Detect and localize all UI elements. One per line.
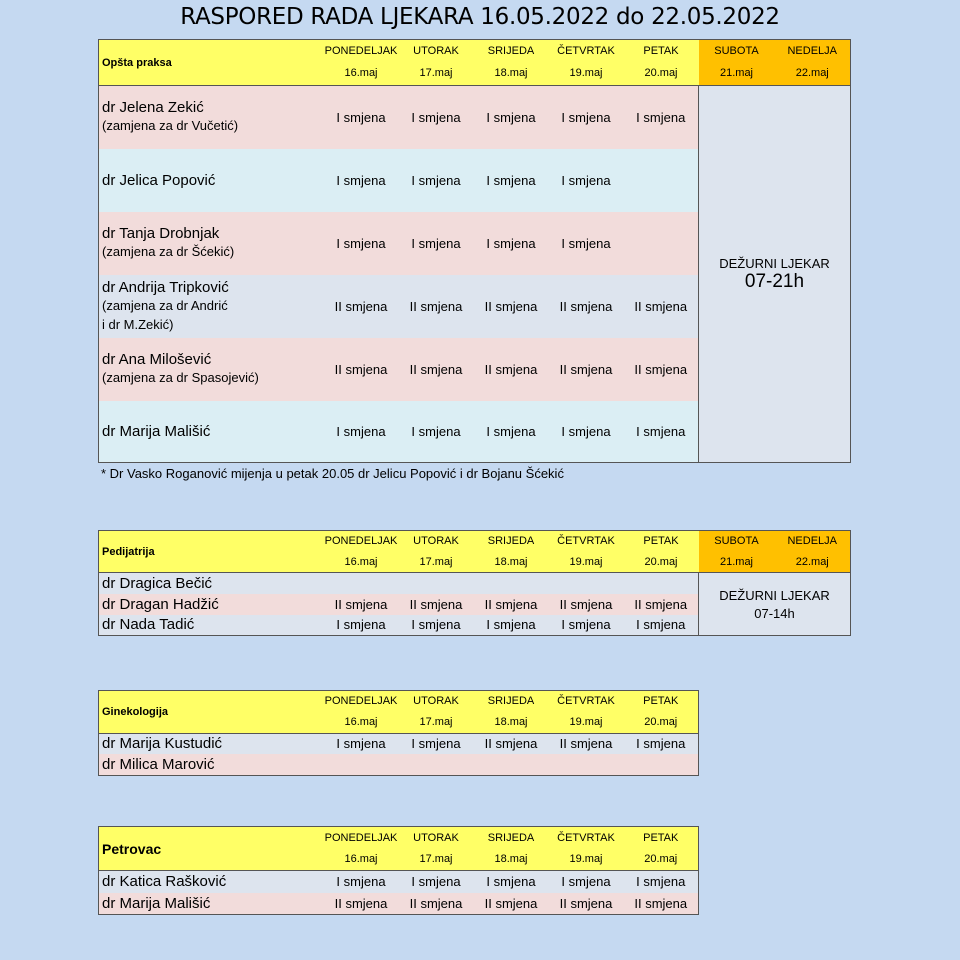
doctor-name: dr Ana Milošević — [102, 351, 212, 368]
date-header: 18.maj — [474, 712, 549, 733]
shift-cell: II smjena — [399, 275, 474, 338]
doctor-name: dr Dragan Hadžić — [99, 594, 324, 615]
shift-cell: I smjena — [324, 871, 399, 893]
shift-cell: II smjena — [324, 594, 399, 615]
doctor-name: dr Dragica Bečić — [99, 573, 324, 594]
shift-cell: II smjena — [474, 338, 549, 401]
date-header: 16.maj — [324, 849, 399, 871]
table-row — [99, 733, 699, 754]
shift-cell: II smjena — [324, 275, 399, 338]
doctor-name: dr Marija Mališić — [99, 893, 324, 915]
shift-cell: I smjena — [624, 401, 699, 463]
shift-cell: I smjena — [549, 212, 624, 275]
shift-cell: I smjena — [474, 615, 549, 636]
shift-cell: II smjena — [474, 275, 549, 338]
weekday-header: PONEDELJAK — [324, 827, 399, 849]
duty-hours: 07-14h — [754, 605, 795, 621]
date-header: 16.maj — [324, 552, 399, 573]
shift-cell: II smjena — [399, 594, 474, 615]
shift-cell: I smjena — [324, 212, 399, 275]
weekday-header: UTORAK — [399, 40, 474, 62]
shift-cell: II smjena — [324, 338, 399, 401]
doctor-name: dr Tanja Drobnjak — [102, 225, 220, 242]
shift-cell: II smjena — [399, 338, 474, 401]
date-header: 22.maj — [775, 552, 851, 573]
shift-cell: I smjena — [324, 615, 399, 636]
page-title: RASPORED RADA LJEKARA 16.05.2022 do 22.05.2022 — [180, 4, 780, 30]
date-header: 20.maj — [624, 849, 699, 871]
shift-cell: I smjena — [549, 615, 624, 636]
weekday-header: UTORAK — [399, 827, 474, 849]
duty-label: DEŽURNI LJEKAR — [719, 587, 830, 603]
shift-cell: II smjena — [549, 733, 624, 754]
doctor-cell — [99, 212, 324, 275]
date-header: 18.maj — [474, 62, 549, 86]
weekday-header: PETAK — [624, 691, 699, 712]
shift-cell: II smjena — [624, 338, 699, 401]
date-header: 19.maj — [549, 552, 624, 573]
weekday-header: PONEDELJAK — [324, 531, 399, 552]
date-header: 19.maj — [549, 849, 624, 871]
shift-cell: II smjena — [549, 338, 624, 401]
weekday-header: NEDELJA — [775, 531, 851, 552]
date-header: 21.maj — [699, 552, 775, 573]
date-header: 16.maj — [324, 712, 399, 733]
shift-cell: I smjena — [474, 149, 549, 212]
duty-cell — [699, 573, 851, 636]
shift-cell: I smjena — [324, 733, 399, 754]
date-header: 17.maj — [399, 552, 474, 573]
shift-cell — [399, 754, 474, 775]
shift-cell: II smjena — [399, 893, 474, 915]
doctor-note: (zamjena za dr Spasojević) — [102, 370, 259, 385]
shift-cell: I smjena — [549, 149, 624, 212]
table-petrovac — [98, 826, 699, 915]
table-row — [99, 893, 699, 915]
shift-cell: I smjena — [474, 401, 549, 463]
shift-cell — [474, 754, 549, 775]
shift-cell: I smjena — [549, 871, 624, 893]
shift-cell: I smjena — [624, 86, 699, 149]
shift-cell: I smjena — [624, 871, 699, 893]
table-row — [99, 754, 699, 775]
shift-cell: II smjena — [624, 275, 699, 338]
weekday-header: SRIJEDA — [474, 827, 549, 849]
shift-cell: I smjena — [399, 615, 474, 636]
weekday-header: UTORAK — [399, 691, 474, 712]
doctor-cell — [99, 86, 324, 149]
section-name: Pedijatrija — [99, 531, 324, 573]
section-name: Ginekologija — [99, 691, 324, 734]
shift-cell: I smjena — [399, 149, 474, 212]
weekday-header: ČETVRTAK — [549, 827, 624, 849]
shift-cell — [624, 149, 699, 212]
date-header: 16.maj — [324, 62, 399, 86]
duty-label: DEŽURNI LJEKAR — [719, 255, 830, 271]
duty-hours: 07-21h — [744, 270, 805, 292]
date-header: 20.maj — [624, 552, 699, 573]
shift-cell: II smjena — [624, 893, 699, 915]
shift-cell — [474, 573, 549, 594]
shift-cell: I smjena — [549, 86, 624, 149]
shift-cell: I smjena — [399, 733, 474, 754]
shift-cell: I smjena — [624, 733, 699, 754]
shift-cell: I smjena — [399, 212, 474, 275]
date-header: 20.maj — [624, 62, 699, 86]
weekday-header: PONEDELJAK — [324, 40, 399, 62]
weekday-header: PETAK — [624, 531, 699, 552]
shift-cell — [549, 573, 624, 594]
weekday-header: SUBOTA — [699, 531, 775, 552]
doctor-cell — [99, 275, 324, 338]
weekday-header: ČETVRTAK — [549, 691, 624, 712]
doctor-note: i dr M.Zekić) — [102, 316, 174, 332]
shift-cell — [549, 754, 624, 775]
date-header: 22.maj — [775, 62, 851, 86]
shift-cell: II smjena — [549, 594, 624, 615]
weekday-header: ČETVRTAK — [549, 531, 624, 552]
doctor-name: dr Jelica Popović — [99, 149, 324, 212]
date-header: 20.maj — [624, 712, 699, 733]
weekday-header: NEDELJA — [775, 40, 851, 62]
doctor-name: dr Milica Marović — [99, 754, 324, 775]
shift-cell — [399, 573, 474, 594]
date-header: 17.maj — [399, 712, 474, 733]
date-header: 17.maj — [399, 62, 474, 86]
doctor-note: (zamjena za dr Šćekić) — [102, 244, 235, 259]
doctor-name: dr Marija Mališić — [99, 401, 324, 463]
doctor-note: (zamjena za dr Andrić — [102, 297, 228, 313]
shift-cell: I smjena — [474, 212, 549, 275]
shift-cell: II smjena — [474, 733, 549, 754]
weekday-header: PETAK — [624, 40, 699, 62]
doctor-cell — [99, 338, 324, 401]
doctor-name: dr Jelena Zekić — [102, 99, 204, 117]
date-header: 17.maj — [399, 849, 474, 871]
table-opsta-praksa — [98, 39, 851, 463]
table-row — [99, 871, 699, 893]
shift-cell: I smjena — [399, 86, 474, 149]
table-pedijatrija — [98, 530, 851, 636]
weekday-header: UTORAK — [399, 531, 474, 552]
shift-cell: II smjena — [549, 275, 624, 338]
section-name: Opšta praksa — [99, 40, 324, 86]
table-ginekologija — [98, 690, 699, 776]
doctor-name: dr Marija Kustudić — [99, 733, 324, 754]
weekday-header: SRIJEDA — [474, 531, 549, 552]
shift-cell: I smjena — [399, 401, 474, 463]
date-header: 18.maj — [474, 552, 549, 573]
shift-cell — [624, 754, 699, 775]
weekday-header: PONEDELJAK — [324, 691, 399, 712]
shift-cell: I smjena — [324, 401, 399, 463]
shift-cell: I smjena — [399, 871, 474, 893]
table-row — [99, 573, 851, 594]
shift-cell: I smjena — [324, 86, 399, 149]
shift-cell — [324, 754, 399, 775]
shift-cell: II smjena — [474, 594, 549, 615]
shift-cell: II smjena — [474, 893, 549, 915]
shift-cell: I smjena — [324, 149, 399, 212]
shift-cell: I smjena — [474, 871, 549, 893]
shift-cell: II smjena — [549, 893, 624, 915]
shift-cell: I smjena — [549, 401, 624, 463]
weekday-header: SRIJEDA — [474, 40, 549, 62]
doctor-note: (zamjena za dr Vučetić) — [102, 118, 239, 134]
shift-cell — [624, 212, 699, 275]
date-header: 21.maj — [699, 62, 775, 86]
duty-cell — [699, 86, 851, 463]
footnote: * Dr Vasko Roganović mijenja u petak 20.05 dr Jelicu Popović i dr Bojanu Šćekić — [101, 466, 564, 481]
doctor-name: dr Andrija Tripković — [102, 278, 229, 296]
weekday-header: PETAK — [624, 827, 699, 849]
shift-cell: I smjena — [474, 86, 549, 149]
weekday-header: SUBOTA — [699, 40, 775, 62]
date-header: 18.maj — [474, 849, 549, 871]
section-name: Petrovac — [99, 827, 324, 871]
date-header: 19.maj — [549, 62, 624, 86]
shift-cell: II smjena — [624, 594, 699, 615]
doctor-name: dr Nada Tadić — [99, 615, 324, 636]
shift-cell — [624, 573, 699, 594]
date-header: 19.maj — [549, 712, 624, 733]
shift-cell — [324, 573, 399, 594]
weekday-header: ČETVRTAK — [549, 40, 624, 62]
shift-cell: I smjena — [624, 615, 699, 636]
shift-cell: II smjena — [324, 893, 399, 915]
table-row — [99, 86, 851, 149]
weekday-header: SRIJEDA — [474, 691, 549, 712]
doctor-name: dr Katica Rašković — [99, 871, 324, 893]
